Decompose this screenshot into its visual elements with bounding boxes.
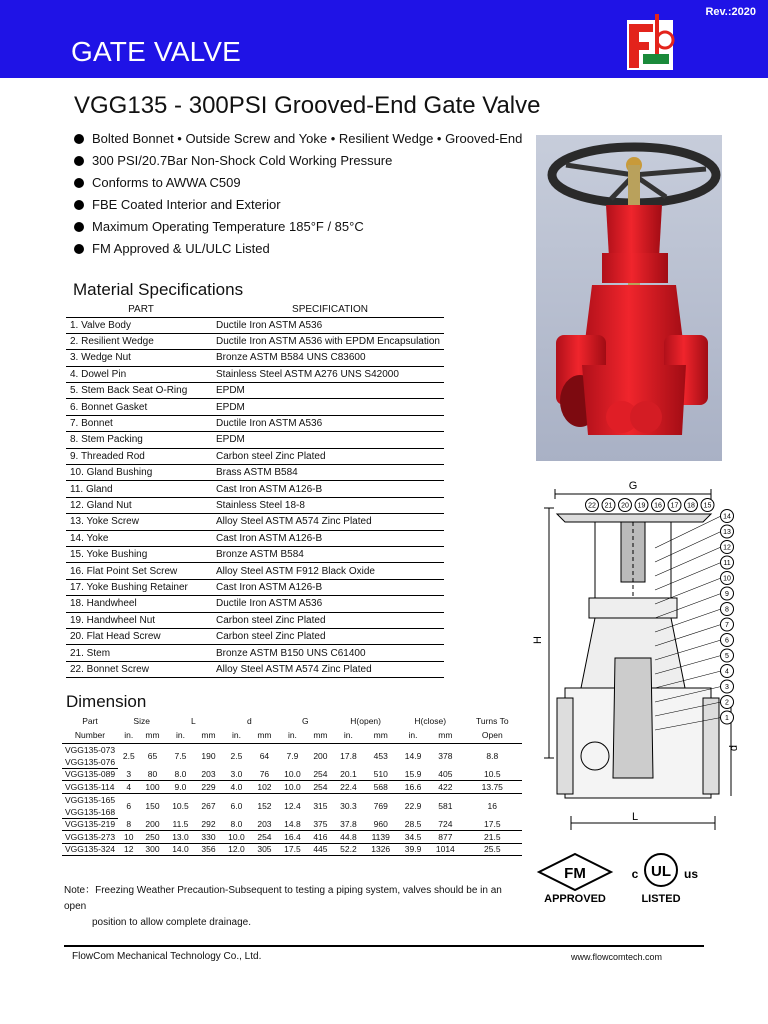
part-cell: 7. Bonnet	[66, 415, 216, 431]
dimension-value-cell: 305	[252, 843, 278, 856]
callout-number: 1	[725, 715, 729, 722]
part-cell: 22. Bonnet Screw	[66, 661, 216, 677]
unit-mm: mm	[308, 728, 334, 743]
part-cell: 1. Valve Body	[66, 317, 216, 333]
part-cell: 19. Handwheel Nut	[66, 612, 216, 628]
dimension-value-cell: 315	[313, 800, 328, 811]
dimension-value-cell: 190	[201, 750, 216, 761]
part-cell: 5. Stem Back Seat O-Ring	[66, 383, 216, 399]
part-callout-bubble	[586, 499, 599, 512]
table-row	[66, 563, 444, 579]
valve-cross-section-diagram	[532, 478, 745, 833]
unit-in: in.	[165, 728, 195, 743]
dimension-value-cell: 14.0	[165, 843, 195, 856]
table-row	[66, 399, 444, 415]
dimension-value-cell: 11.5	[165, 818, 195, 831]
part-cell: 20. Flat Head Screw	[66, 628, 216, 644]
fm-mark-text: FM	[564, 865, 586, 882]
dimension-value-cell: 13.75	[463, 781, 522, 794]
dimension-value-cell: 378	[438, 750, 453, 761]
unit-in: in.	[118, 728, 140, 743]
part-number-cell: VGG135-168	[62, 806, 118, 819]
table-row	[66, 530, 444, 546]
part-number-cell: VGG135-324	[62, 843, 118, 856]
dimension-value-cell: 6.0	[230, 800, 243, 811]
dimension-value-cell: 1139	[363, 831, 397, 844]
dimension-value-cell: 960	[363, 818, 397, 831]
dimension-value-cell: 13.0	[165, 831, 195, 844]
dimension-value-cell: 2.5	[122, 750, 135, 761]
specification-cell: Alloy Steel ASTM F912 Black Oxide	[216, 563, 444, 579]
table-row	[62, 781, 522, 794]
fm-approved-icon	[539, 854, 611, 905]
specification-cell: Alloy Steel ASTM A574 Zinc Plated	[216, 661, 444, 677]
table-row	[66, 317, 444, 333]
table-row	[66, 350, 444, 366]
part-number-cell: VGG135-165	[65, 794, 116, 805]
part-cell: 2. Resilient Wedge	[66, 333, 216, 349]
dimension-value-cell: 510	[363, 768, 397, 781]
dimension-value-cell: 10.0	[277, 768, 307, 781]
dimension-value-cell: 229	[196, 781, 222, 794]
bullet-icon	[74, 134, 84, 144]
table-row	[66, 448, 444, 464]
callout-number: 5	[725, 653, 729, 660]
dimension-label-H: H	[532, 636, 544, 644]
dimension-value-cell: 25.5	[463, 843, 522, 856]
ul-mark-text: UL	[651, 863, 671, 880]
dimension-value-cell: 581	[438, 800, 453, 811]
column-header-number: Number	[62, 728, 118, 743]
dimension-value-cell: 300	[140, 843, 166, 856]
dimension-value-cell: 250	[140, 831, 166, 844]
table-row	[66, 383, 444, 399]
table-row	[66, 333, 444, 349]
callout-number: 21	[604, 502, 613, 510]
part-callout-bubble	[685, 499, 698, 512]
footer-website-link[interactable]: www.flowcomtech.com	[571, 952, 663, 962]
dimension-value-cell: 152	[257, 800, 272, 811]
dimension-label-d: d	[728, 744, 740, 752]
dimension-value-cell: 8	[118, 818, 140, 831]
specification-cell: Ductile Iron ASTM A536 with EPDM Encapsulation	[216, 333, 444, 349]
dimension-value-cell: 76	[252, 768, 278, 781]
dimension-value-cell: 405	[428, 768, 462, 781]
dimension-value-cell: 7.9	[286, 750, 299, 761]
callout-number: 20	[621, 502, 629, 510]
callout-number: 15	[703, 502, 712, 510]
unit-in: in.	[398, 728, 428, 743]
table-row	[66, 546, 444, 562]
dimension-value-cell: 422	[428, 781, 462, 794]
table-row	[62, 843, 522, 856]
bullet-icon	[74, 222, 84, 232]
column-header-G: G	[302, 715, 309, 726]
column-header-turns: Turns To	[475, 715, 509, 726]
dimension-value-cell: 3.0	[221, 768, 251, 781]
callouts-top	[586, 499, 715, 512]
table-row	[62, 743, 522, 756]
callout-number: 12	[723, 544, 731, 552]
dimension-value-cell: 254	[308, 781, 334, 794]
ul-us-mark: us	[683, 867, 699, 881]
specification-cell: Stainless Steel ASTM A276 UNS S42000	[216, 366, 444, 382]
part-cell: 6. Bonnet Gasket	[66, 399, 216, 415]
dimension-value-cell: 2.5	[230, 750, 243, 761]
note-line-1: Note：Freezing Weather Precaution-Subsequent to testing a piping system, valves should be in an open	[64, 885, 502, 912]
dimension-value-cell: 10	[118, 831, 140, 844]
dimension-value-cell: 12	[118, 843, 140, 856]
table-subheader-row	[62, 728, 522, 743]
part-cell: 10. Gland Bushing	[66, 465, 216, 481]
feature-item: 300 PSI/20.7Bar Non-Shock Cold Working Pressure	[74, 150, 522, 172]
dimension-value-cell: 8.0	[165, 768, 195, 781]
table-header-row	[66, 302, 444, 317]
callout-number: 17	[670, 502, 679, 510]
dimension-value-cell: 22.4	[333, 781, 363, 794]
unit-in: in.	[333, 728, 363, 743]
callout-number: 14	[723, 513, 731, 521]
table-row	[62, 831, 522, 844]
feature-item: Bolted Bonnet • Outside Screw and Yoke • Resilient Wedge • Grooved-End	[74, 128, 522, 150]
ul-listed-label: LISTED	[641, 893, 681, 905]
table-row	[66, 481, 444, 497]
callout-number: 6	[725, 637, 729, 645]
unit-mm: mm	[252, 728, 278, 743]
dimension-value-cell: 21.5	[463, 831, 522, 844]
dimension-value-cell: 34.5	[398, 831, 428, 844]
part-cell: 13. Yoke Screw	[66, 514, 216, 530]
gate-valve-photo	[536, 135, 722, 461]
dimension-value-cell: 65	[147, 750, 158, 761]
dimension-value-cell: 14.9	[404, 750, 422, 761]
table-row	[62, 768, 522, 781]
specification-cell: Cast Iron ASTM A126-B	[216, 481, 444, 497]
dimension-value-cell: 80	[140, 768, 166, 781]
page-category-title: GATE VALVE	[71, 36, 242, 67]
material-specifications-table	[66, 302, 444, 678]
part-callout-bubble	[655, 572, 734, 605]
specification-cell: Carbon steel Zinc Plated	[216, 612, 444, 628]
ul-listed-icon	[632, 854, 699, 905]
dimension-value-cell: 7.5	[174, 750, 187, 761]
dimension-value-cell: 375	[308, 818, 334, 831]
column-header-L: L	[191, 715, 196, 726]
table-row	[66, 596, 444, 612]
dimension-value-cell: 12.0	[221, 843, 251, 856]
specification-cell: Carbon steel Zinc Plated	[216, 628, 444, 644]
dimension-value-cell: 568	[363, 781, 397, 794]
dimension-value-cell: 292	[196, 818, 222, 831]
dimension-value-cell: 6	[126, 800, 132, 811]
table-row	[66, 415, 444, 431]
part-number-cell: VGG135-076	[62, 756, 118, 769]
dimension-value-cell: 150	[145, 800, 160, 811]
dimension-value-cell: 20.1	[333, 768, 363, 781]
dimension-value-cell: 64	[259, 750, 270, 761]
flowcom-logo-icon	[615, 10, 685, 76]
specification-cell: Cast Iron ASTM A126-B	[216, 530, 444, 546]
feature-item: Maximum Operating Temperature 185°F / 85°C	[74, 216, 522, 238]
part-cell: 15. Yoke Bushing	[66, 546, 216, 562]
dimension-value-cell: 22.9	[404, 800, 422, 811]
dimension-value-cell: 17.5	[463, 818, 522, 831]
dimension-value-cell: 356	[196, 843, 222, 856]
part-callout-bubble	[701, 499, 714, 512]
dimension-value-cell: 203	[196, 768, 222, 781]
footer-divider	[64, 945, 704, 947]
table-row	[66, 645, 444, 661]
note-text	[64, 883, 524, 931]
dimension-value-cell: 203	[252, 818, 278, 831]
column-header-h-open: H(open)	[350, 715, 381, 726]
dimension-value-cell: 28.5	[398, 818, 428, 831]
dimension-value-cell: 15.9	[398, 768, 428, 781]
part-cell: 16. Flat Point Set Screw	[66, 563, 216, 579]
part-callout-bubble	[655, 556, 734, 590]
table-row	[66, 514, 444, 530]
unit-in: in.	[221, 728, 251, 743]
specification-cell: Ductile Iron ASTM A536	[216, 415, 444, 431]
column-header-d: d	[247, 715, 252, 726]
unit-mm: mm	[428, 728, 462, 743]
column-header-size: Size	[133, 715, 150, 726]
feature-item: Conforms to AWWA C509	[74, 172, 522, 194]
part-cell: 14. Yoke	[66, 530, 216, 546]
dimension-value-cell: 10.0	[277, 781, 307, 794]
callout-number: 9	[725, 591, 729, 598]
certification-marks	[535, 850, 715, 908]
part-cell: 18. Handwheel	[66, 596, 216, 612]
ul-c-mark: c	[631, 867, 639, 881]
unit-mm: mm	[363, 728, 397, 743]
table-row	[62, 793, 522, 806]
dimension-value-cell: 267	[201, 800, 216, 811]
dimension-label-G: G	[628, 480, 638, 492]
unit-mm: mm	[196, 728, 222, 743]
dimension-value-cell: 17.8	[340, 750, 357, 761]
dimension-value-cell: 724	[428, 818, 462, 831]
specification-cell: Bronze ASTM B150 UNS C61400	[216, 645, 444, 661]
revision-label: Rev.:2020	[705, 6, 756, 18]
product-title: VGG135 - 300PSI Grooved-End Gate Valve	[74, 92, 541, 119]
column-header-part: PART	[66, 302, 216, 317]
part-callout-bubble	[635, 499, 648, 512]
part-cell: 11. Gland	[66, 481, 216, 497]
fm-approved-label: APPROVED	[544, 893, 606, 905]
part-cell: 21. Stem	[66, 645, 216, 661]
part-cell: 3. Wedge Nut	[66, 350, 216, 366]
callout-number: 3	[725, 684, 729, 691]
dimension-value-cell: 8.0	[221, 818, 251, 831]
dimension-value-cell: 330	[196, 831, 222, 844]
specification-cell: Carbon steel Zinc Plated	[216, 448, 444, 464]
dimension-value-cell: 10.5	[463, 768, 522, 781]
dimension-value-cell: 30.3	[340, 800, 357, 811]
specification-cell: Alloy Steel ASTM A574 Zinc Plated	[216, 514, 444, 530]
dimension-value-cell: 44.8	[333, 831, 363, 844]
dimension-value-cell: 17.5	[277, 843, 307, 856]
dimension-value-cell: 10.0	[221, 831, 251, 844]
feature-item: FM Approved & UL/ULC Listed	[74, 238, 522, 260]
feature-list	[74, 128, 522, 260]
callout-number: 16	[654, 502, 662, 510]
dimension-value-cell: 9.0	[165, 781, 195, 794]
part-number-cell: VGG135-089	[62, 768, 118, 781]
part-number-cell: VGG135-073	[65, 744, 116, 755]
dimension-value-cell: 4	[118, 781, 140, 794]
specification-cell: Stainless Steel 18-8	[216, 497, 444, 513]
bullet-icon	[74, 156, 84, 166]
dimension-value-cell: 16	[487, 800, 498, 811]
dimension-value-cell: 12.4	[284, 800, 301, 811]
part-cell: 17. Yoke Bushing Retainer	[66, 579, 216, 595]
dimension-heading: Dimension	[66, 692, 147, 711]
dimension-value-cell: 769	[373, 800, 388, 811]
part-callout-bubble	[668, 499, 681, 512]
callout-number: 10	[723, 575, 731, 583]
part-callout-bubble	[602, 499, 615, 512]
dimension-value-cell: 445	[308, 843, 334, 856]
dimension-value-cell: 4.0	[221, 781, 251, 794]
dimension-value-cell: 16.6	[398, 781, 428, 794]
dimension-value-cell: 1014	[428, 843, 462, 856]
part-cell: 8. Stem Packing	[66, 432, 216, 448]
material-specifications-heading: Material Specifications	[73, 280, 244, 299]
column-header-open: Open	[463, 728, 522, 743]
specification-cell: EPDM	[216, 383, 444, 399]
table-row	[62, 818, 522, 831]
dimension-value-cell: 10.5	[172, 800, 189, 811]
specification-cell: Ductile Iron ASTM A536	[216, 317, 444, 333]
specification-cell: EPDM	[216, 399, 444, 415]
callout-number: 18	[687, 502, 695, 510]
callout-number: 4	[725, 668, 729, 676]
dimension-value-cell: 100	[140, 781, 166, 794]
table-row	[66, 661, 444, 677]
callout-number: 19	[637, 502, 646, 510]
footer-company: FlowCom Mechanical Technology Co., Ltd.	[72, 951, 262, 962]
bullet-icon	[74, 244, 84, 254]
feature-item: FBE Coated Interior and Exterior	[74, 194, 522, 216]
table-row	[66, 432, 444, 448]
part-number-cell: VGG135-273	[62, 831, 118, 844]
bullet-icon	[74, 200, 84, 210]
note-line-2: position to allow complete drainage.	[92, 917, 251, 928]
bullet-icon	[74, 178, 84, 188]
table-row	[66, 628, 444, 644]
dimension-value-cell: 14.8	[277, 818, 307, 831]
part-cell: 9. Threaded Rod	[66, 448, 216, 464]
specification-cell: Bronze ASTM B584	[216, 546, 444, 562]
table-row	[66, 497, 444, 513]
dimension-value-cell: 3	[118, 768, 140, 781]
part-number-cell: VGG135-219	[62, 818, 118, 831]
column-header-h-close: H(close)	[414, 715, 447, 726]
dimension-value-cell: 416	[308, 831, 334, 844]
dimension-label-L: L	[631, 811, 639, 823]
dimension-value-cell: 8.8	[486, 750, 499, 761]
part-cell: 4. Dowel Pin	[66, 366, 216, 382]
specification-cell: Ductile Iron ASTM A536	[216, 596, 444, 612]
dimension-value-cell: 16.4	[277, 831, 307, 844]
part-cell: 12. Gland Nut	[66, 497, 216, 513]
specification-cell: Brass ASTM B584	[216, 465, 444, 481]
part-number-cell: VGG135-114	[62, 781, 118, 794]
dimension-value-cell: 1326	[363, 843, 397, 856]
specification-cell: EPDM	[216, 432, 444, 448]
callout-number: 2	[725, 699, 729, 707]
dimension-value-cell: 52.2	[333, 843, 363, 856]
dimension-value-cell: 877	[428, 831, 462, 844]
part-callout-bubble	[652, 499, 665, 512]
dimension-value-cell: 453	[373, 750, 388, 761]
dimension-value-cell: 200	[313, 750, 328, 761]
unit-in: in.	[277, 728, 307, 743]
column-header-part: Part	[82, 715, 98, 726]
dimension-value-cell: 254	[308, 768, 334, 781]
unit-mm: mm	[140, 728, 166, 743]
dimension-value-cell: 37.8	[333, 818, 363, 831]
table-row	[66, 612, 444, 628]
header-banner	[0, 0, 768, 78]
table-header-row	[62, 713, 522, 728]
dimension-value-cell: 200	[140, 818, 166, 831]
dimension-value-cell: 39.9	[398, 843, 428, 856]
part-callout-bubble	[619, 499, 632, 512]
dimension-table	[62, 713, 522, 856]
dimension-value-cell: 254	[252, 831, 278, 844]
specification-cell: Bronze ASTM B584 UNS C83600	[216, 350, 444, 366]
column-header-specification: SPECIFICATION	[216, 302, 444, 317]
table-row	[66, 579, 444, 595]
specification-cell: Cast Iron ASTM A126-B	[216, 579, 444, 595]
table-row	[66, 366, 444, 382]
callout-number: 11	[723, 560, 731, 567]
callout-number: 22	[588, 502, 596, 510]
callout-number: 7	[725, 622, 729, 629]
callout-number: 8	[725, 606, 729, 614]
callout-number: 13	[723, 529, 731, 536]
table-row	[66, 465, 444, 481]
dimension-value-cell: 102	[252, 781, 278, 794]
